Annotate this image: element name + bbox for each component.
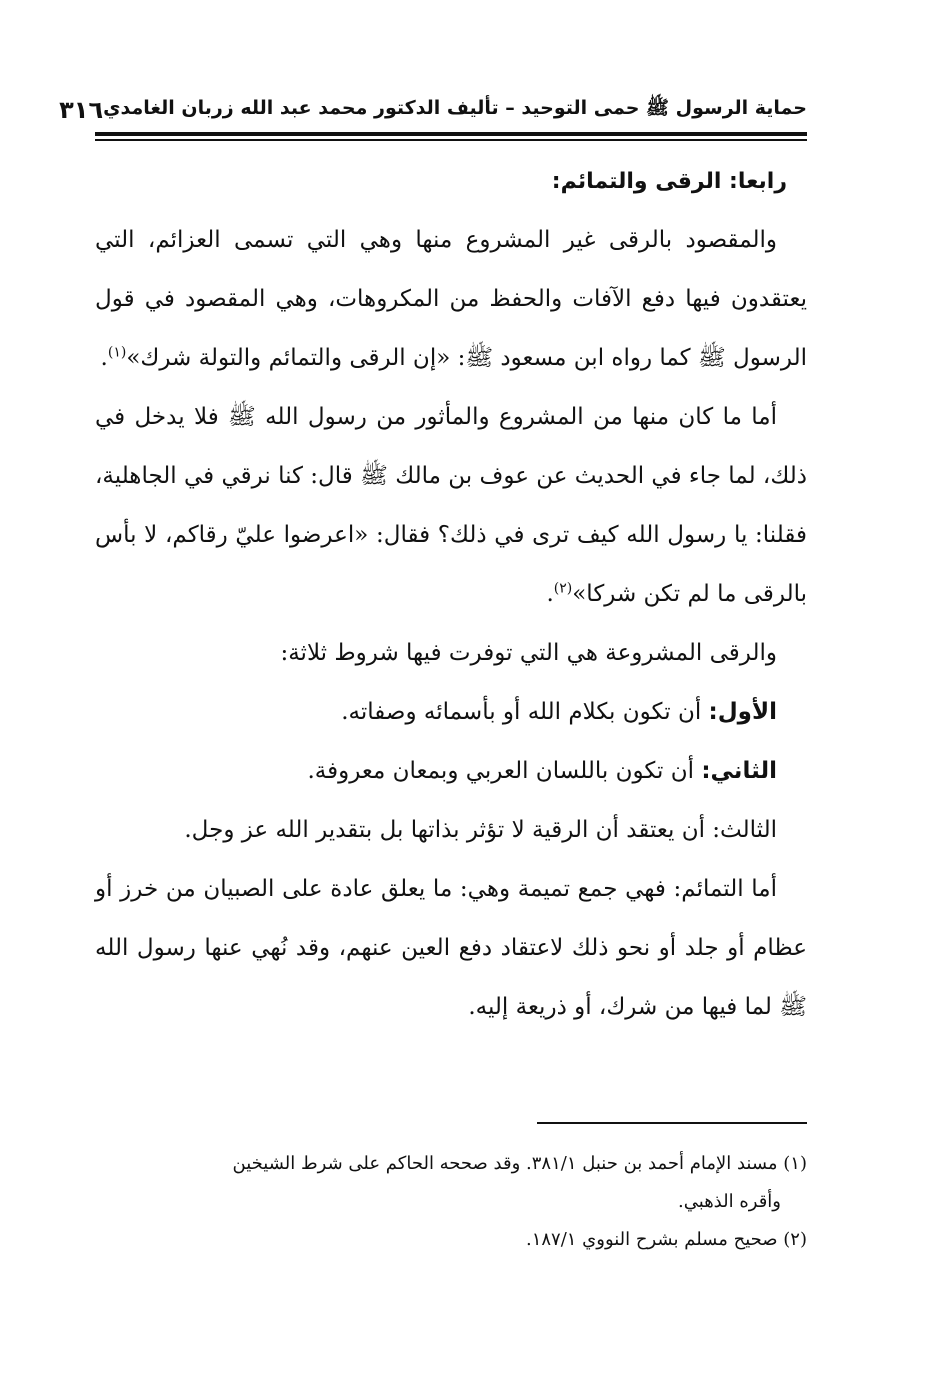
- header-rule-thin: [95, 139, 807, 141]
- condition-2-label: الثاني:: [701, 758, 777, 784]
- paragraph-3: والرقى المشروعة هي التي توفرت فيها شروط ثلاثة:: [280, 640, 777, 666]
- footnote-2-mark: (٢): [783, 1229, 807, 1250]
- running-header: [59, 92, 807, 128]
- main-text: [95, 152, 807, 1037]
- page-number: ٣١٦: [59, 96, 104, 124]
- paragraph-2-text: أما ما كان منها من المشروع والمأثور من رسول الله ﷺ فلا يدخل في ذلك، لما جاء في الحديث عن عوف بن مالك ﷺ قال: كنا نرقي في الجاهلية، فقلنا: يا رسول الله كيف ترى في ذلك؟ فقال: «اعرضوا عليّ رقاكم، لا بأس بالرقى ما لم تكن شركا»: [95, 404, 807, 607]
- paragraph-2-end: .: [546, 581, 554, 607]
- footnote-ref-1: (١): [107, 344, 127, 361]
- footnote-1: [95, 1145, 807, 1183]
- condition-1-text: أن تكون بكلام الله أو بأسمائه وصفاته.: [341, 699, 709, 725]
- footnote-separator: [537, 1122, 807, 1124]
- footnote-1-text: مسند الإمام أحمد بن حنبل ٣٨١/١. وقد صححه الحاكم على شرط الشيخين: [232, 1153, 784, 1174]
- condition-1: [95, 683, 807, 742]
- condition-3: الثالث: أن يعتقد أن الرقية لا تؤثر بذاتها بل بتقدير الله عز وجل.: [184, 817, 777, 843]
- footnote-2-text: صحيح مسلم بشرح النووي ١٨٧/١.: [525, 1229, 784, 1250]
- condition-1-label: الأول:: [708, 699, 777, 725]
- paragraph-4: أما التمائم: فهي جمع تميمة وهي: ما يعلق عادة على الصبيان من خرز أو عظام أو جلد أو نحو ذلك لاعتقاد دفع العين عنهم، وقد نُهي عنها رسول الله ﷺ لما فيها من شرك، أو ذريعة إليه.: [95, 876, 807, 1020]
- footnote-1-mark: (١): [783, 1153, 807, 1174]
- paragraph-1: [95, 211, 807, 388]
- paragraph-2: [95, 388, 807, 624]
- footnote-2: [95, 1221, 807, 1259]
- footnote-1-continuation: وأقره الذهبي.: [678, 1191, 781, 1212]
- footnotes: [95, 1145, 807, 1259]
- header-rule-thick: [95, 132, 807, 136]
- footnote-ref-2: (٢): [553, 580, 573, 597]
- section-heading: رابعا: الرقى والتمائم:: [551, 169, 787, 194]
- paragraph-1-text: والمقصود بالرقى غير المشروع منها وهي التي تسمى العزائم، التي يعتقدون فيها دفع الآفات والحفظ من المكروهات، وهي المقصود في قول الرسول ﷺ كما رواه ابن مسعود ﷺ: «إن الرقى والتمائم والتولة شرك»: [95, 227, 807, 371]
- condition-2-text: أن تكون باللسان العربي وبمعان معروفة.: [307, 758, 702, 784]
- header-title: حماية الرسول ﷺ حمى التوحيد – تأليف الدكتور محمد عبد الله زربان الغامدي: [103, 97, 807, 119]
- paragraph-1-end: .: [100, 345, 108, 371]
- condition-2: [95, 742, 807, 801]
